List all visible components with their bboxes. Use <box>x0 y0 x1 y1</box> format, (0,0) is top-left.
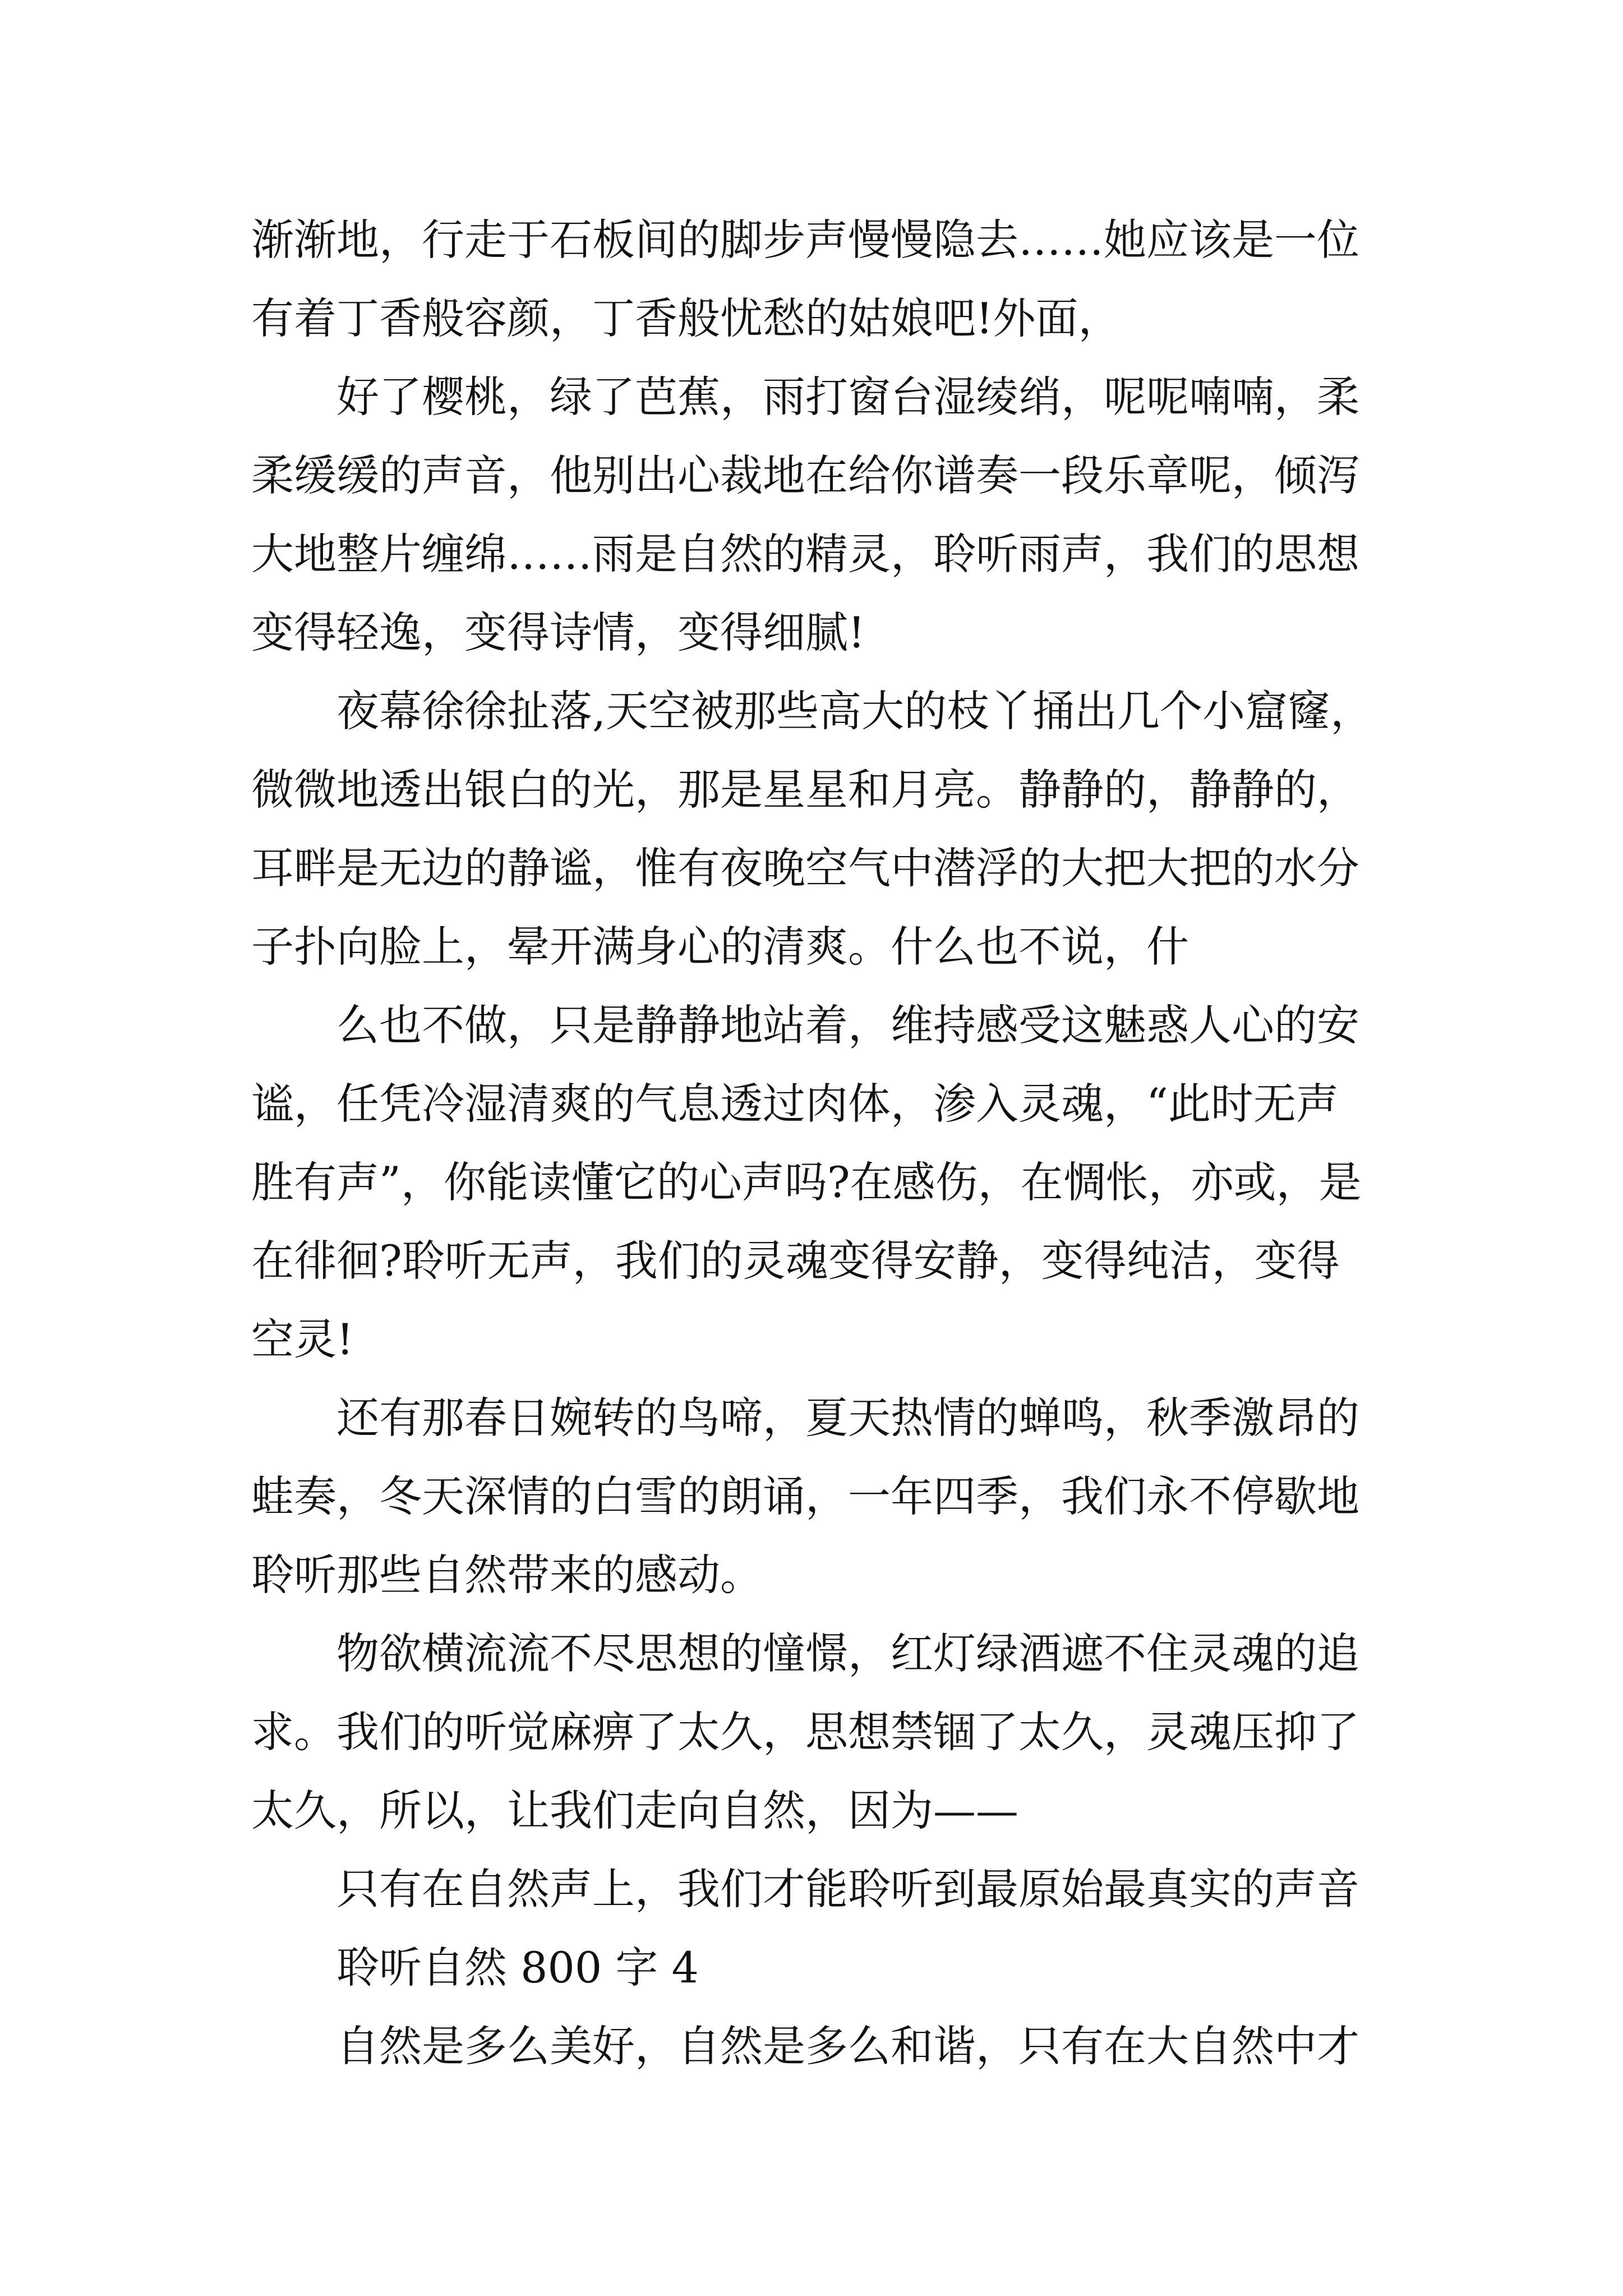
text-line: 空灵! <box>251 1314 354 1364</box>
text-line: 耳畔是无边的静谧，惟有夜晚空气中潜浮的大把大把的水分 <box>251 843 1359 893</box>
text-line: 在徘徊?聆听无声，我们的灵魂变得安静，变得纯洁，变得 <box>251 1236 1340 1286</box>
text-line: 胜有声”，你能读懂它的心声吗?在感伤，在惆怅，亦或，是 <box>251 1157 1362 1207</box>
text-line: 子扑向脸上，晕开满身心的清爽。什么也不说，什 <box>251 922 1189 972</box>
text-line: 求。我们的听觉麻痹了太久，思想禁锢了太久，灵魂压抑了 <box>251 1707 1359 1757</box>
text-line: 有着丁香般容颜，丁香般忧愁的姑娘吧!外面， <box>251 293 1121 343</box>
text-line: 柔缓缓的声音，他别出心裁地在给你谱奏一段乐章呢，倾泻 <box>251 450 1359 500</box>
text-line: 蛙奏，冬天深情的白雪的朗诵，一年四季，我们永不停歇地 <box>251 1471 1359 1521</box>
section-heading: 聆听自然 800 字 4 <box>336 1943 699 1993</box>
text-line: 还有那春日婉转的鸟啼，夏天热情的蝉鸣，秋季激昂的 <box>336 1393 1359 1443</box>
text-line: 好了樱桃，绿了芭蕉，雨打窗台湿绫绡，呢呢喃喃，柔 <box>336 372 1359 422</box>
text-line: 太久，所以，让我们走向自然，因为—— <box>251 1786 1018 1835</box>
text-line: 聆听那些自然带来的感动。 <box>251 1550 763 1600</box>
text-line: 自然是多么美好，自然是多么和谐，只有在大自然中才 <box>336 2021 1359 2071</box>
text-line: 夜幕徐徐扯落,天空被那些高大的枝丫捅出几个小窟窿， <box>336 686 1373 736</box>
text-line: 大地整片缠绵……雨是自然的精灵，聆听雨声，我们的思想 <box>251 529 1359 579</box>
text-line: 谧，任凭冷湿清爽的气息透过肉体，渗入灵魂，“此时无声 <box>251 1079 1339 1129</box>
text-line: 物欲横流流不尽思想的憧憬，红灯绿酒遮不住灵魂的追 <box>336 1628 1359 1678</box>
text-line: 渐渐地，行走于石板间的脚步声慢慢隐去……她应该是一位 <box>251 215 1359 265</box>
text-line: 么也不做，只是静静地站着，维持感受这魅惑人心的安 <box>336 1000 1359 1050</box>
text-line: 变得轻逸，变得诗情，变得细腻! <box>251 608 865 657</box>
text-line: 微微地透出银白的光，那是星星和月亮。静静的，静静的， <box>251 765 1359 815</box>
text-line: 只有在自然声上，我们才能聆听到最原始最真实的声音 <box>336 1864 1359 1914</box>
